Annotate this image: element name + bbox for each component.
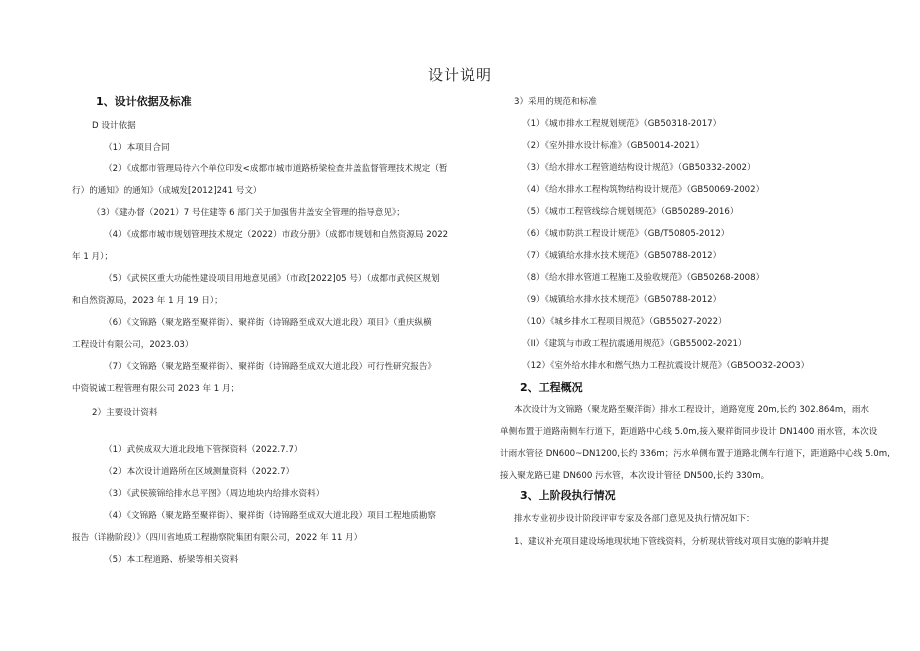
basis-item-5a: （5）《武侯区重大功能性建设项目用地意见函》（市政[2022]05 号）（成都市武侯区规划 <box>104 274 440 284</box>
data-item-3: （3）《武侯簇锦给排水总平图》（周边地块内给排水资料） <box>104 489 325 499</box>
section-heading-3: 3、上阶段执行情况 <box>520 489 616 502</box>
basis-item-7a: （7）《文锦路（聚龙路至聚祥街）、聚祥街（诗锦路至成双大道北段）可行性研究报告》 <box>104 362 437 372</box>
review-item-1: 1、建议补充项目建设场地现状地下管线资料，分析现状管线对项目实施的影响并提 <box>514 537 829 547</box>
basis-item-5b: 和自然资源局，2023 年 1 月 19 日）； <box>72 296 223 306</box>
standard-item-10: （10）《城乡排水工程项目规范》（GB55027-2022） <box>522 317 727 327</box>
data-item-4a: （4）《文锦路（聚龙路至聚祥街）、聚祥街（诗锦路至成双大道北段）项目工程地质勘察 <box>104 511 437 521</box>
standard-item-9: （9）《城镇给水排水技术规范》（GB50788-2012） <box>522 295 722 305</box>
page-title: 设计说明 <box>427 66 492 84</box>
standard-item-2: （2）《室外排水设计标准》（GB50014-2021） <box>522 141 705 151</box>
overview-line-2: 单侧布置于道路南侧车行道下，距道路中心线 5.0m,接入聚祥街同步设计 DN1400 雨水管，本次设 <box>500 427 878 437</box>
standard-item-11: （II）《建筑与市政工程抗震通用规范》（GB55002-2021） <box>522 339 747 349</box>
standard-item-8: （8）《给水排水管道工程施工及验收规范》（GB50268-2008） <box>522 273 765 283</box>
basis-item-4a: （4）《成都市城市规划管理技术规定（2022）市政分册》（成都市规划和自然资源局 2022 <box>104 230 449 240</box>
overview-line-1: 本次设计为文锦路（聚龙路至聚洋街）排水工程设计，道路宽度 20m,长约 302.864m，雨水 <box>514 405 870 415</box>
standard-item-12: （12）《室外给水排水和燃气热力工程抗震设计规范》（GB5OO32-2OO3） <box>522 361 810 371</box>
standard-item-1: （1）《城市排水工程规划规范》（GB50318-2017） <box>522 119 722 129</box>
subheading-standards: 3）采用的规范和标准 <box>514 97 597 107</box>
section-heading-1: 1、设计依据及标准 <box>96 95 192 108</box>
data-item-1: （1）武侯成双大道北段地下管探资料（2022.7.7） <box>104 445 303 455</box>
subheading-design-basis: D 设计依据 <box>92 121 136 131</box>
basis-item-6a: （6）《文锦路（聚龙路至聚祥街）、聚祥街（诗锦路至成双大道北段）项目》（重庆纵横 <box>104 318 432 328</box>
basis-item-3: （3）《建办督（2021）7 号住建等 6 部门关于加强售井盖安全管理的指导意见》； <box>92 208 405 218</box>
basis-item-2b: 行）的通知》的通知》（成城发[2012]241 号文） <box>72 186 262 196</box>
subheading-main-data: 2）主要设计资料 <box>92 408 158 418</box>
standard-item-4: （4）《给水排水工程构筑物结构设计规范》（GB50069-2002） <box>522 185 765 195</box>
review-intro: 排水专业初步设计阶段评审专家及各部门意见及执行情况如下： <box>514 514 755 524</box>
section-heading-2: 2、工程概况 <box>520 381 583 394</box>
overview-line-3: 计雨水管径 DN600~DN1200,长约 336m；污水单侧布置于道路北侧车行道下，距道路中心线 5.0m, <box>500 449 890 459</box>
basis-item-1: （1）本项目合同 <box>104 143 170 153</box>
basis-item-6b: 工程设计有限公司，2023.03） <box>72 340 194 350</box>
overview-line-4: 接入聚龙路已建 DN600 污水管，本次设计管径 DN500,长约 330m。 <box>500 471 770 481</box>
data-item-5: （5）本工程道路、桥梁等相关资料 <box>104 555 239 565</box>
standard-item-5: （5）《城市工程管线综合规划规范》（GB50289-2016） <box>522 207 739 217</box>
basis-item-7b: 中资锐诚工程管理有限公司 2023 年 1 月； <box>72 384 240 394</box>
basis-item-4b: 年 1 月）； <box>72 252 114 262</box>
standard-item-7: （7）《城镇给水排水技术规范》（GB50788-2012） <box>522 251 722 261</box>
standard-item-3: （3）《给水排水工程管道结构设计规范》（GB50332-2002） <box>522 163 756 173</box>
basis-item-2a: （2）《成都市管理局待六个单位印发<成都市城市道路桥梁检查井盖监督管理技术规定（暂 <box>104 164 448 174</box>
standard-item-6: （6）《城市防洪工程设计规范》（GB/T50805-2012） <box>522 229 730 239</box>
data-item-2: （2）本次设计道路所在区域测量资料（2022.7） <box>104 467 295 477</box>
data-item-4b: 报告（详勘阶段）》（四川省地质工程勘察院集团有限公司，2022 年 11 月） <box>72 533 363 543</box>
